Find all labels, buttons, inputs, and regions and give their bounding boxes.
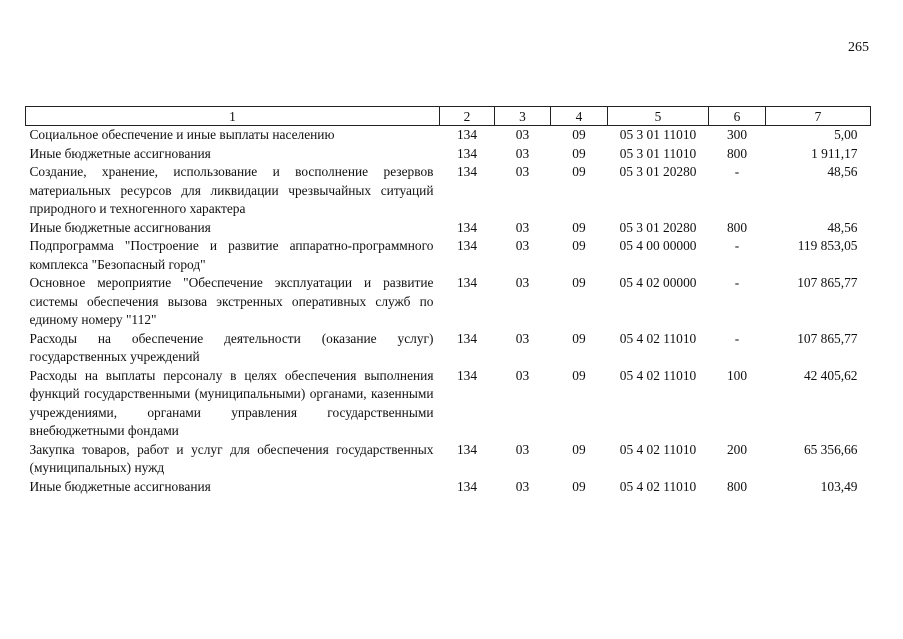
cell-col-5: 05 4 02 00000	[619, 275, 697, 290]
table-row	[26, 145, 871, 164]
table-row	[26, 441, 871, 478]
cell-name: Иные бюджетные ассигнования	[29, 478, 211, 494]
table-row	[26, 163, 871, 219]
cell-col-7: 103,49	[820, 478, 858, 494]
cell-col-2: 134	[456, 219, 478, 235]
cell-name: Подпрограмма "Построение и развитие аппаратно-программного комплекса "Безопасный город"	[29, 238, 434, 272]
cell-col-7: 48,56	[827, 219, 858, 235]
cell-col-5: 05 4 00 00000	[619, 238, 697, 253]
cell-col-4: 09	[572, 164, 586, 179]
cell-col-2: 134	[456, 441, 478, 457]
cell-col-3: 03	[515, 145, 530, 161]
table-row	[26, 367, 871, 441]
cell-col-4: 09	[572, 275, 586, 290]
cell-col-6: 200	[726, 441, 748, 457]
cell-col-4: 09	[572, 367, 586, 383]
cell-col-3: 03	[515, 330, 530, 346]
cell-col-3: 03	[515, 275, 530, 290]
cell-col-4: 09	[572, 127, 586, 142]
cell-name: Создание, хранение, использование и восполнение резервов материальных ресурсов для ликвидации чрезвычайных ситуаций природного и техногенного характера	[29, 164, 434, 216]
column-header-5: 5	[608, 107, 709, 126]
cell-col-3: 03	[515, 441, 530, 457]
cell-col-4: 09	[572, 238, 586, 253]
column-header-2: 2	[440, 107, 495, 126]
cell-col-6: 100	[726, 367, 748, 383]
cell-name: Иные бюджетные ассигнования	[29, 219, 211, 235]
cell-col-6: 800	[726, 219, 748, 235]
cell-col-3: 03	[515, 478, 530, 494]
header-row	[26, 107, 871, 126]
cell-col-5: 05 3 01 11010	[619, 145, 697, 161]
cell-col-7: 65 356,66	[803, 441, 858, 457]
cell-col-4: 09	[572, 478, 586, 494]
cell-col-5: 05 4 02 11010	[619, 367, 697, 383]
cell-name: Социальное обеспечение и иные выплаты населению	[29, 127, 335, 142]
cell-col-6: 800	[726, 478, 748, 494]
table-row	[26, 126, 871, 145]
cell-col-7: 107 865,77	[797, 330, 858, 346]
cell-col-3: 03	[515, 367, 530, 383]
cell-col-6: 800	[726, 145, 748, 161]
cell-col-7: 42 405,62	[803, 367, 858, 383]
cell-col-2: 134	[456, 127, 478, 142]
cell-col-2: 134	[456, 238, 478, 253]
column-header-7: 7	[766, 107, 871, 126]
cell-name: Расходы на выплаты персоналу в целях обеспечения выполнения функций государственными (муниципальными) органами, казенными учреждениями, органами управления государственными внебюджетными фондами	[29, 367, 434, 438]
budget-table	[25, 106, 871, 496]
table-body	[26, 126, 871, 497]
cell-col-4: 09	[572, 219, 586, 235]
page-number: 265	[848, 40, 869, 55]
cell-col-4: 09	[572, 441, 586, 457]
cell-col-5: 05 4 02 11010	[619, 441, 697, 457]
cell-col-2: 134	[456, 330, 478, 346]
cell-name: Основное мероприятие "Обеспечение эксплуатации и развитие системы обеспечения вызова экстренных оперативных служб по единому номеру "112"	[29, 275, 434, 327]
cell-col-3: 03	[515, 219, 530, 235]
cell-col-5: 05 3 01 20280	[619, 164, 697, 179]
cell-col-3: 03	[515, 164, 530, 179]
cell-col-5: 05 3 01 20280	[619, 219, 697, 235]
cell-col-3: 03	[515, 238, 530, 253]
cell-col-2: 134	[456, 145, 478, 161]
column-header-1: 1	[26, 107, 440, 126]
cell-col-6: -	[734, 330, 740, 346]
cell-col-6: -	[734, 238, 740, 253]
cell-col-3: 03	[515, 127, 530, 142]
cell-col-6: 300	[726, 127, 748, 142]
table-header	[26, 107, 871, 126]
column-header-6: 6	[709, 107, 766, 126]
table-row	[26, 478, 871, 497]
column-header-4: 4	[551, 107, 608, 126]
cell-col-7: 5,00	[834, 127, 858, 142]
cell-col-6: -	[734, 164, 740, 179]
cell-col-4: 09	[572, 145, 586, 161]
column-header-3: 3	[495, 107, 551, 126]
cell-col-7: 48,56	[827, 164, 858, 179]
cell-col-5: 05 4 02 11010	[619, 478, 697, 494]
cell-col-7: 1 911,17	[811, 145, 858, 161]
cell-col-2: 134	[456, 367, 478, 383]
cell-col-7: 107 865,77	[797, 275, 858, 290]
cell-col-2: 134	[456, 164, 478, 179]
cell-col-7: 119 853,05	[797, 238, 858, 253]
table-row	[26, 330, 871, 367]
cell-name: Иные бюджетные ассигнования	[29, 145, 211, 161]
cell-col-6: -	[734, 275, 740, 290]
cell-name: Расходы на обеспечение деятельности (оказание услуг) государственных учреждений	[29, 330, 434, 364]
cell-name: Закупка товаров, работ и услуг для обеспечения государственных (муниципальных) нужд	[29, 441, 434, 475]
cell-col-5: 05 3 01 11010	[619, 127, 697, 142]
cell-col-2: 134	[456, 275, 478, 290]
cell-col-5: 05 4 02 11010	[619, 330, 697, 346]
table-row	[26, 274, 871, 330]
table-row	[26, 219, 871, 238]
table-row	[26, 237, 871, 274]
cell-col-4: 09	[572, 330, 586, 346]
cell-col-2: 134	[456, 478, 478, 494]
